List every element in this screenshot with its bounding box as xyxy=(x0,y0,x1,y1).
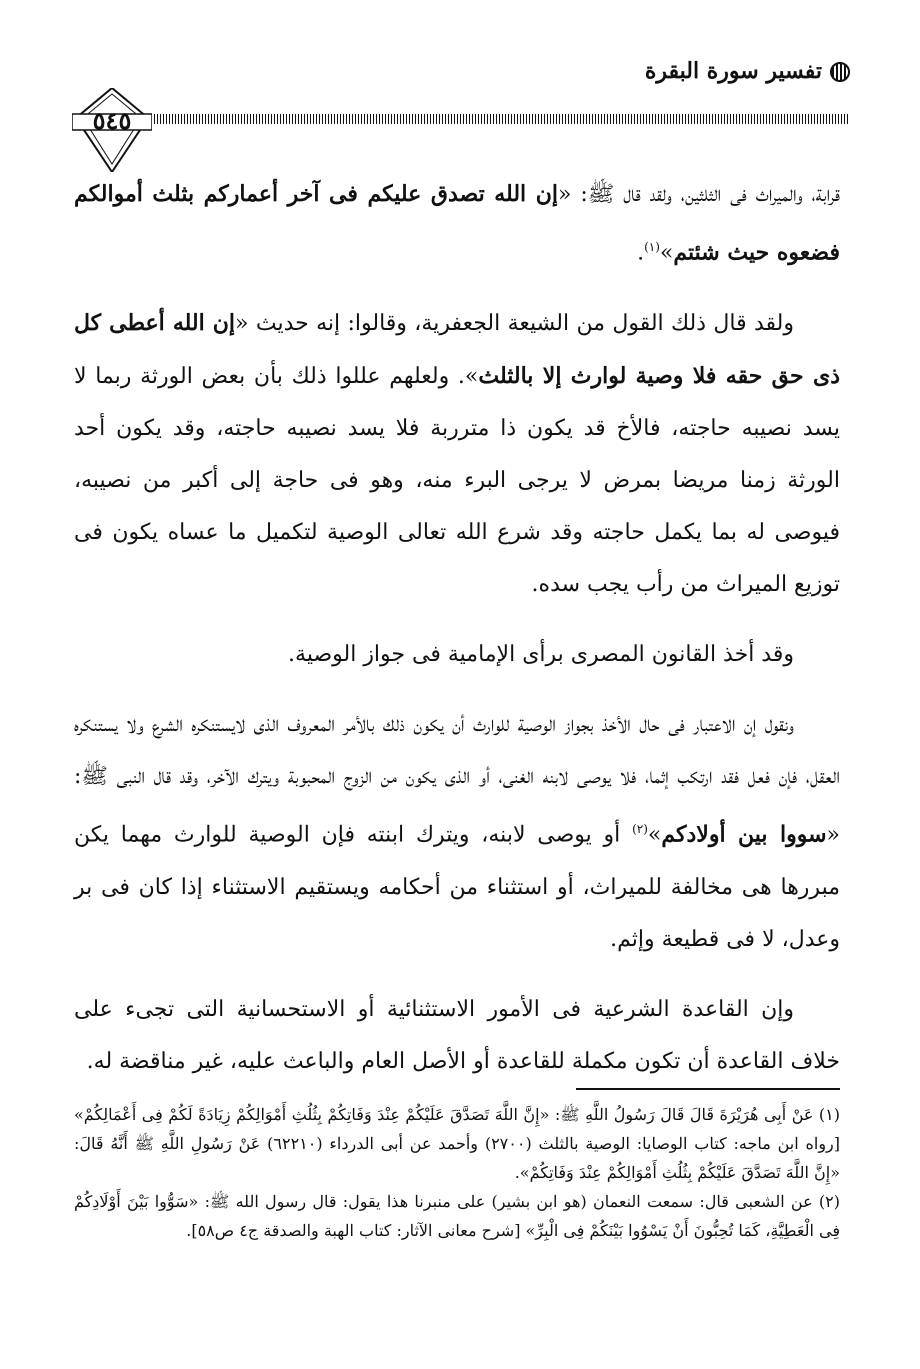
footnotes xyxy=(74,1100,840,1245)
hadith-quote: سووا بين أولادكم xyxy=(661,821,827,848)
header-decorative-rule xyxy=(154,114,850,124)
footnote: (١) عَنْ أَبِى هُرَيْرَةَ قَالَ قَالَ رَسُولُ اللَّهِ ﷺ: «إِنَّ اللَّهَ تَصَدَّقَ عَلَيْكُمْ عِنْدَ وَفَاتِكُمْ بِثُلُثِ أَمْوَالِكُمْ زِيَادَةً لَكُمْ فِى أَعْمَالِكُمْ» [رواه ابن ماجه: كتاب الوصايا: الوصية بالثلث (٢٧٠٠) وأحمد عن أبى الدرداء (٦٢٢١٠) عَنْ رَسُولِ اللَّهِ ﷺ أَنَّهُ قَالَ: «إِنَّ اللَّهَ تَصَدَّقَ عَلَيْكُمْ بِثُلُثِ أَمْوَالِكُمْ عِنْدَ وَفَاتِكُمْ». xyxy=(74,1105,841,1182)
title-ornament-icon xyxy=(830,62,850,82)
quote-close: » xyxy=(659,240,674,266)
book-title-text: تفسير سورة البقرة xyxy=(644,58,822,84)
paragraph-text: ». ولعلهم عللوا ذلك بأن بعض الورثة ربما لا يسد نصيبه حاجته، فالأخ قد يكون ذا مترربة فلا يسد نصيبه حاجته، وقد يكون أحد الورثة زمنا مريضا بمرض لا يرجى البرء منه، وهو فى حاجة إلى أكبر من نصيبه، فيوصى له بما يكمل حاجته وقد شرع الله تعالى الوصية لتكميل ما عساه يكون فى توزيع الميراث من رأب يجب سده. xyxy=(74,364,840,598)
footnote-divider xyxy=(576,1088,840,1090)
paragraph-text: وقد أخذ القانون المصرى برأى الإمامية فى جواز الوصية. xyxy=(288,642,794,668)
page-number: ٥٤٥ xyxy=(92,106,132,135)
hadith-quote: إن الله أعطى كل ذى حق حقه فلا وصية لوارث إلا بالثلث xyxy=(74,310,840,390)
footnote-ref: (١) xyxy=(644,240,660,254)
paragraph-text: وإن القاعدة الشرعية فى الأمور الاستثنائية أو الاستحسانية التى تجىء على خلاف القاعدة أن تكون مكملة للقاعدة أو الأصل العام والباعث عليه، غير مناقضة له. xyxy=(74,996,840,1074)
paragraph xyxy=(74,297,840,611)
page-header xyxy=(72,58,850,168)
paragraph-text: قرابة، والميراث فى الثلثين، ولقد قال ﷺ: « xyxy=(558,182,840,207)
page-number-badge xyxy=(72,88,152,172)
body-text xyxy=(74,168,840,1106)
footnote-ref: (٢) xyxy=(632,822,648,837)
hadith-quote: إن الله تصدق عليكم فى آخر أعماركم بثلث أموالكم فضعوه حيث شئتم xyxy=(74,181,840,266)
paragraph-text: أو يوصى لابنه، ويترك ابنته فإن الوصية للوارث مهما يكن مبررها هى مخالفة للميراث، أو استثناء من أحكامه ويستقيم الاستثناء إذا كان فى بر وعدل، لا فى قطيعة وإثم. xyxy=(74,822,840,952)
paragraph xyxy=(74,629,840,681)
paragraph xyxy=(74,699,840,965)
paragraph-end: . xyxy=(637,240,645,266)
paragraph xyxy=(74,984,840,1088)
quote-close: » xyxy=(647,822,662,848)
paragraph xyxy=(74,168,840,279)
paragraph-text: ونقول إن الاعتبار فى حال الأخذ بجواز الوصية للوارث أن يكون ذلك بالأمر المعروف الذى لايستنكره الشرع ولا يستنكره العقل، فإن فعل فقد ارتكب إثما، فلا يوصى لابنه الغنى، أو الذى يكون من الزوج المحبوبة ويترك الآخر، وقد قال النبى ﷺ: « xyxy=(74,712,840,848)
book-title xyxy=(645,58,850,84)
footnote: (٢) عن الشعبى قال: سمعت النعمان (هو ابن بشير) على منبرنا هذا يقول: قال رسول الله ﷺ: «سَوُّوا بَيْنَ أَوْلَادِكُمْ فِى الْعَطِيَّةِ، كَمَا تُحِبُّونَ أَنْ يَسْوُوا بَيْنَكُمْ فِى الْبِرِّ» [شرح معانى الآثار: كتاب الهبة والصدقة ج٤ ص٥٨]. xyxy=(74,1192,840,1240)
paragraph-text: ولقد قال ذلك القول من الشيعة الجعفرية، وقالوا: إنه حديث « xyxy=(235,311,794,337)
